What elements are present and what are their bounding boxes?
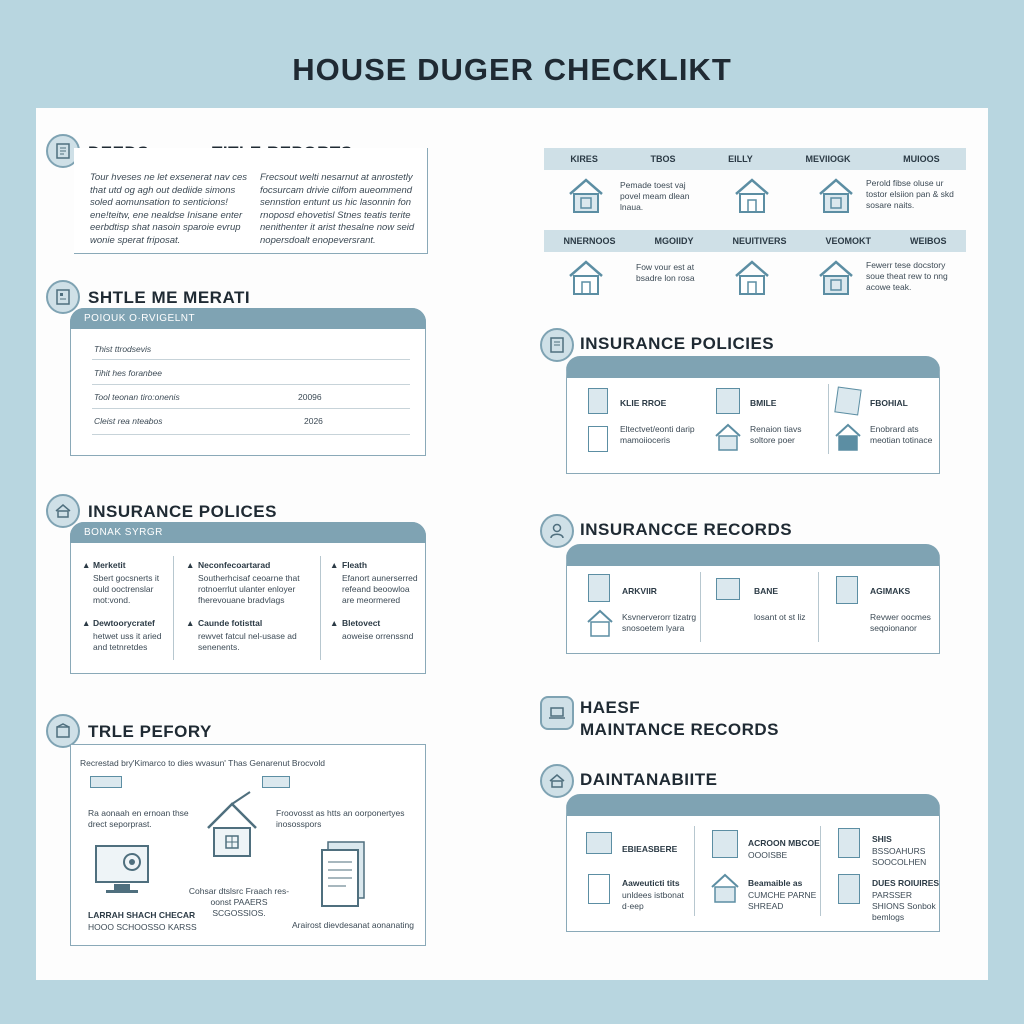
clipboard-icon [588,388,608,414]
policy-2-text: Southerhcisaf ceoarne that rotnoerrlut ulanter enloyer fherevouane bradvlags [198,573,300,605]
insurance-records-title: INSURANCCE RECORDS [580,520,793,539]
ins-policy-3-head: FBOHIAL [870,398,908,408]
house-icon [566,176,606,216]
table-header-cell: MUIOOS [903,154,940,164]
trle-bottom-left-2: HOOO SCHOOSSO KARSS [88,922,197,932]
person-icon [540,514,574,548]
house-icon [816,258,856,298]
ins-record-1-text: Ksvnerverorr tizatrg snosoetem lyara [622,612,697,633]
table-header-cell: NEUITIVERS [732,236,787,246]
maint-5-head: Beamaible as [748,878,803,888]
maintenance-title: DAINTANABIITE [580,770,718,789]
document-icon [540,328,574,362]
house-icon [816,176,856,216]
table-header-2 [544,230,966,252]
column-divider [820,826,821,916]
table-header-cell: WEIBOS [909,236,947,246]
table-header-cell: EILLY [728,154,753,164]
checklist-sheet [36,108,988,980]
table-row1-mid: Pemade toest vaj povel meam dlean lnaua. [620,180,690,212]
settle-row-3-label: Tool teonan tiro:onenis [94,392,180,402]
settle-row-2-label: Tihit hes foranbee [94,368,162,378]
settle-row-4-value: 2026 [304,416,323,426]
house-icon [834,422,862,452]
house-icon [46,494,80,528]
column-divider [694,826,695,916]
maint-3-text: BSSOAHURS SOOCOLHEN [872,846,927,867]
table-header-cell: MEVIIOGK [805,154,851,164]
table-row2-mid: Fow vour est at bsadre lon rosa [636,262,695,283]
table-header-cell: VEOMOKT [825,236,871,246]
policy-6-head: Bletovect [342,618,381,628]
insurance-policies-title: INSURANCE POLICIES [580,334,775,353]
ins-record-3-text: Revwer oocmes seqoionanor [870,612,931,633]
maint-4-head: Aaweuticti tits [622,878,680,888]
settle-row-3-value: 20096 [298,392,322,402]
table-row1-right: Perold fibse oluse ur tostor elsiion pan & skd sosare naits. [866,178,954,210]
house-icon [732,176,772,216]
policy-1-head: Merketit [93,560,126,570]
file-icon [838,874,860,904]
policy-4-head: Dewtoorycratef [93,618,155,628]
label-tag-icon [262,776,290,788]
house-icon [586,608,614,638]
ins-policy-2-head: BMILE [750,398,777,408]
row-divider [92,359,410,360]
folder-icon [586,832,612,854]
policy-1-text: Sbert gocsnerts it ould ooctrenslar mot:vond. [93,573,160,605]
ins-record-2-head: BANE [754,586,779,596]
trle-under-house: Cohsar dtslsrc Fraach res-oonst PAAERS SCGOSSIOS. [188,886,290,918]
maintance-records-title: MAINTANCE RECORDS [580,720,779,739]
maint-1-head: EBIEASBERE [622,844,678,854]
trle-title: TRLE PEFORY [88,722,212,741]
policy-3-text: Efanort aunerserred refeand beoowloa are meormered [342,573,418,605]
calendar-icon [712,830,738,858]
ins-record-1-head: ARKVIIR [622,586,657,596]
settle-title: SHTLE ME MERATI [88,288,251,307]
settle-row-1-label: Thist ttrodsevis [94,344,152,354]
policy-6-text: aoweise orrenssnd [342,631,414,641]
ins-policy-1-text: Eltectvet/eonti darip mamoiioceris [620,424,695,445]
maint-4-text: unldees istbonat d·eep [622,890,684,911]
maint-2-head: ACROON MBCOE [748,838,820,848]
document-icon [588,426,608,452]
insurance-policies-panel [566,356,940,474]
settle-bar: POIOUK O·RVIGELNT [70,308,426,329]
trle-bottom-left-1: LARRAH SHACH CHECAR [88,910,196,920]
table-header-cell: NNERNOOS [563,236,616,246]
house-icon [566,258,606,298]
bullet-icon: ▲ [330,618,339,628]
maint-2-text: OOOISBE [748,850,788,860]
insurance-polices-title: INSURANCE POLICES [88,502,277,521]
table-header-cell: MGOIIDY [654,236,694,246]
row-divider [92,384,410,385]
trle-top-line: Recrestad bry'Kimarco to dies wvasun' Thas Genarenut Brocvold [80,758,325,768]
ins-record-2-text: losant ot st liz [754,612,806,622]
table-header-cell: KIRES [570,154,598,164]
page-title: HOUSE DUGER CHECKLIKT [292,52,732,87]
file-icon [588,574,610,602]
bullet-icon: ▲ [186,560,195,570]
column-divider [818,572,819,642]
table-row2-right: Fewerr tese docstory soue theat rew to nng acowe teak. [866,260,948,292]
file-icon [838,828,860,858]
grid-icon [716,388,740,414]
maint-3-head: SHIS [872,834,892,844]
insurance-records-panel [566,544,940,654]
column-divider [320,556,321,660]
house-icon [202,788,262,878]
bullet-icon: ▲ [186,618,195,628]
table-header-1 [544,148,966,170]
bullet-icon: ▲ [82,618,91,628]
house-icon [732,258,772,298]
maint-6-head: DUES ROIUIRES [872,878,940,888]
row-divider [92,408,410,409]
label-tag-icon [90,776,122,788]
ins-policy-1-head: KLIE RROE [620,398,667,408]
bullet-icon: ▲ [330,560,339,570]
policy-4-text: hetwet uss it aried and tetnretdes [93,631,162,652]
house-icon [710,872,740,904]
maint-6-text: PARSSER SHIONS Sonbok bemlogs [872,890,936,922]
table-header-cell: TBOS [650,154,676,164]
deeds-text: Tour hveses ne let exsenerat nav ces that utd og agh out dediide simons soled aomunsation to senticions! ene!teitw, ene nealdse Inisane enter eerbdtisp shat nasoin sparoie evrup wonie sperat friposat. [90,172,248,246]
column-divider [700,572,701,642]
ins-policy-2-text: Renaion tiavs soltore poer [750,424,802,445]
column-divider [173,556,174,660]
ins-policy-3-text: Enobrard ats meotian totinace [870,424,933,445]
box-icon [46,714,80,748]
maint-5-text: CUMCHE PARNE SHREAD [748,890,817,911]
house-icon [714,422,742,452]
house-icon [540,764,574,798]
column-divider [828,384,829,454]
mail-icon [716,578,740,600]
document-icon [588,874,610,904]
policy-5-head: Caunde fotisttal [198,618,263,628]
laptop-icon [540,696,574,730]
documents-icon [318,840,370,912]
file-icon [836,576,858,604]
settle-row-4-label: Cleist rea nteabos [94,416,163,426]
haesf-title: HAESF [580,698,641,717]
trle-mid-text: Froovosst as htts an oorponertyes inososspors [276,808,405,829]
bullet-icon: ▲ [82,560,91,570]
title-reports-text: Frecsout welti nesarnut at anrostetly focsurcam drivie cilfom aueommend sennstion entunt us hic lasonnin fon rnoposd ehovetisl Stnes teatis terite nenithenter it arist thesalne now seid nopersdoalt enopeversrant. [260,172,415,246]
certificate-icon [834,386,861,415]
ins-record-3-head: AGIMAKS [870,586,911,596]
row-divider [92,434,410,435]
computer-settings-icon [94,844,154,898]
policy-2-head: Neconfecoartarad [198,560,271,570]
trle-left-text: Ra aonaah en ernoan thse drect seporprast. [88,808,189,829]
trle-bottom-right: Arairost dievdesanat aonanating [292,920,414,930]
insurance-polices-bar: BONAK SYRGR [70,522,426,543]
policy-5-text: rewvet fatcul nel-usase ad senenents. [198,631,297,652]
policy-3-head: Fleath [342,560,368,570]
report-icon [46,280,80,314]
